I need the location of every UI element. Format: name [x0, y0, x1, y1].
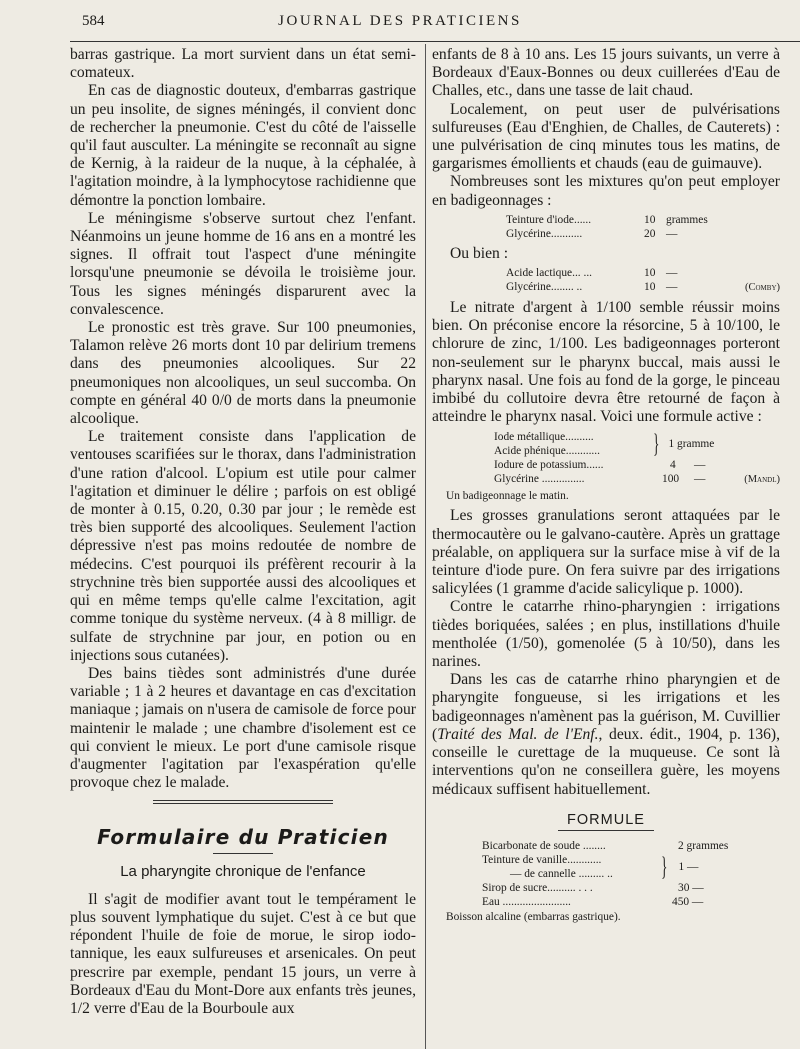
article-title: La pharyngite chronique de l'enfance: [120, 862, 366, 880]
paragraph: Ou bien :: [450, 244, 509, 262]
page-number: 584: [82, 13, 105, 29]
prescription-row: Glycérine........... 20 —: [506, 227, 678, 240]
paragraph: Contre le catarrhe rhino-pharyngien : irrigations tièdes boriquées, salées ; en plus, instillations d'huile mentholée (1/50), gomenolée (5 à 10/50), dans les narines.: [432, 598, 780, 671]
brace-icon: }: [661, 851, 668, 881]
brace-icon: }: [653, 429, 660, 459]
prescription-note: Un badigeonnage le matin.: [446, 490, 569, 503]
prescription-3: [494, 430, 780, 487]
paragraph: Le traitement consiste dans l'application de ventouses scarifiées sur le thorax, dans l'administration d'une ration d'alcool. L'opium est utile pour calmer l'agitation et diminuer le délire ; parfois on est obligé de monter à 0.15, 0.20, 0.30 par jour ; le remède est très bien supporté des alcooliques. Seulement l'action dépressive n'est pas moins redoutée de nombre de médecins. C'est pourquoi ils préfèrent recourir à la strychnine très bien supportée aussi des alcooliques et qui en même temps qu'elle calme l'excitation, agit comme tonique du système nerveux. (4 à 8 milligr. de sulfate de strychnine par jour, en potion ou en injections sous cutanées).: [70, 428, 416, 664]
prescription-row: Teinture d'iode...... 10 grammes: [506, 213, 708, 226]
brace-group: Iode métallique.......... Acide phénique............ } 1 gramme: [494, 429, 715, 459]
journal-title: JOURNAL DES PRATICIENS: [278, 13, 522, 29]
prescription-2: [506, 266, 780, 295]
header-rule: [70, 41, 800, 42]
formula-row: Bicarbonate de soude ........ 2 grammes: [482, 839, 729, 852]
paragraph: enfants de 8 à 10 ans. Les 15 jours suivants, un verre à Bordeaux d'Eaux-Bonnes ou deux cuillerées d'Eau de Challes, etc., dans une tasse de lait chaud.: [432, 46, 780, 100]
prescription-row: Glycérine ............... 100 — (Mandl): [494, 473, 780, 486]
formula-row: Eau ........................ 450 —: [482, 895, 704, 908]
column-divider: [425, 44, 426, 1049]
formula-note: Boisson alcaline (embarras gastrique).: [446, 910, 621, 923]
formula-underline: [558, 830, 654, 831]
prescription-row: Acide lactique... ... 10 —: [506, 267, 678, 280]
paragraph: Le méningisme s'observe surtout chez l'enfant. Néanmoins un jeune homme de 16 ans en a montré les signes. Il offrait tout l'aspect d'une méningite lorsqu'une pneumonie se dévoila le troisième jour. Tous les signes méningés disparurent avec la convalescence.: [70, 209, 416, 318]
paragraph: Les grosses granulations seront attaquées par le thermocautère ou le galvano-cautère. Après un grattage préalable, on appliquera sur la surface mise à vif de la teinture d'iode pure. On fera suivre par des irrigations salicylées (1 gramme d'acide salicylique p. 1000).: [432, 507, 780, 598]
formula-title: FORMULE: [567, 811, 645, 828]
paragraph: barras gastrique. La mort survient dans un état semi-comateux.: [70, 46, 416, 82]
book-reference: Traité des Mal. de l'Enf.: [437, 725, 599, 743]
page-header: [0, 0, 800, 48]
formula-row: Sirop de sucre.......... . . . 30 —: [482, 881, 704, 894]
prescription-row: Glycérine........ .. 10 — (Comby): [506, 281, 780, 294]
formula-table: [482, 839, 780, 909]
author-attribution: (Comby): [745, 282, 780, 294]
paragraph: Nombreuses sont les mixtures qu'on peut employer en badigeonnages :: [432, 173, 780, 209]
double-rule-divider: [153, 800, 333, 804]
author-attribution: (Mandl): [744, 474, 780, 486]
right-column: [432, 46, 780, 924]
paragraph: Dans les cas de catarrhe rhino pharyngien et de pharyngite fongueuse, si les irrigations et les badigeonnages n'amènent pas la guérison, M. Cuvillier (Traité des Mal. de l'Enf., deux. édit., 1904, p. 136), conseille le curettage de la muqueuse. Ce sont là interventions qu'on ne conseillera guère, les moyens médicaux suffisent habituellement.: [432, 671, 781, 798]
prescription-1: [506, 213, 780, 241]
brace-group: Teinture de vanille............ — de cannelle ......... .. } 1 —: [482, 851, 699, 881]
section-title: Formulaire du Praticien: [97, 825, 389, 850]
paragraph: Le nitrate d'argent à 1/100 semble réussir moins bien. On préconise encore la résorcine, 5 à 10/100, le chlorure de zinc, 1/100. Les badigeonnages porteront non-seulement sur le pharynx buccal, mais aussi le pharynx nasal. Une fois au fond de la gorge, le pinceau imbibé du collutoire devra être retourné de façon à atteindre le pharynx nasal. Voici une formule active :: [432, 299, 780, 426]
paragraph: Des bains tièdes sont administrés d'une durée variable ; 1 à 2 heures et davantage en cas d'excitation maniaque ; jamais on n'usera de camisole de force pour maintenir le malade ; une chambre d'isolement est ce qui convient le mieux. Le port d'une camisole risque d'augmenter l'agitation par l'exaspération qu'elle provoque chez le malade.: [70, 664, 416, 792]
title-underline: [213, 853, 273, 854]
paragraph: Le pronostic est très grave. Sur 100 pneumonies, Talamon relève 26 morts dont 10 par delirium tremens dans des pneumonies alcooliques. Sur 22 pneumoniques non alcooliques, un seul succomba. On compte en général 40 0/0 de morts dans la pneumonie alcoolique.: [70, 319, 416, 428]
prescription-row: Iodure de potassium...... 4 —: [494, 459, 706, 472]
paragraph: En cas de diagnostic douteux, d'embarras gastrique un peu insolite, de signes méningés, il convient donc de rechercher la pneumonie. C'est du côté de l'aisselle qu'il faut ausculter. La méningite se reconnaît au signe de Kernig, à la raideur de la nuque, à la céphalée, à l'agitation moindre, à la lymphocytose rachidienne que démontre la ponction lombaire.: [70, 82, 416, 209]
paragraph: Il s'agit de modifier avant tout le tempérament le plus souvent lymphatique du sujet. C'est à ce but que répondent l'huile de foie de morue, le sirop iodo-tannique, les eaux sulfureuses et arsenicales. On peut prescrire par exemple, pendant 15 jours, un verre à Bordeaux d'Eau du Mont-Dore aux enfants très jeunes, 1/2 verre d'Eau de la Bourboule aux: [70, 890, 416, 1017]
left-column: [70, 46, 416, 1018]
paragraph: Localement, on peut user de pulvérisations sulfureuses (Eau d'Enghien, de Challes, de Cauterets) : une pulvérisation de cinq minutes tous les matins, de gargarismes émollients et chauds (eau de guimauve).: [432, 100, 780, 173]
